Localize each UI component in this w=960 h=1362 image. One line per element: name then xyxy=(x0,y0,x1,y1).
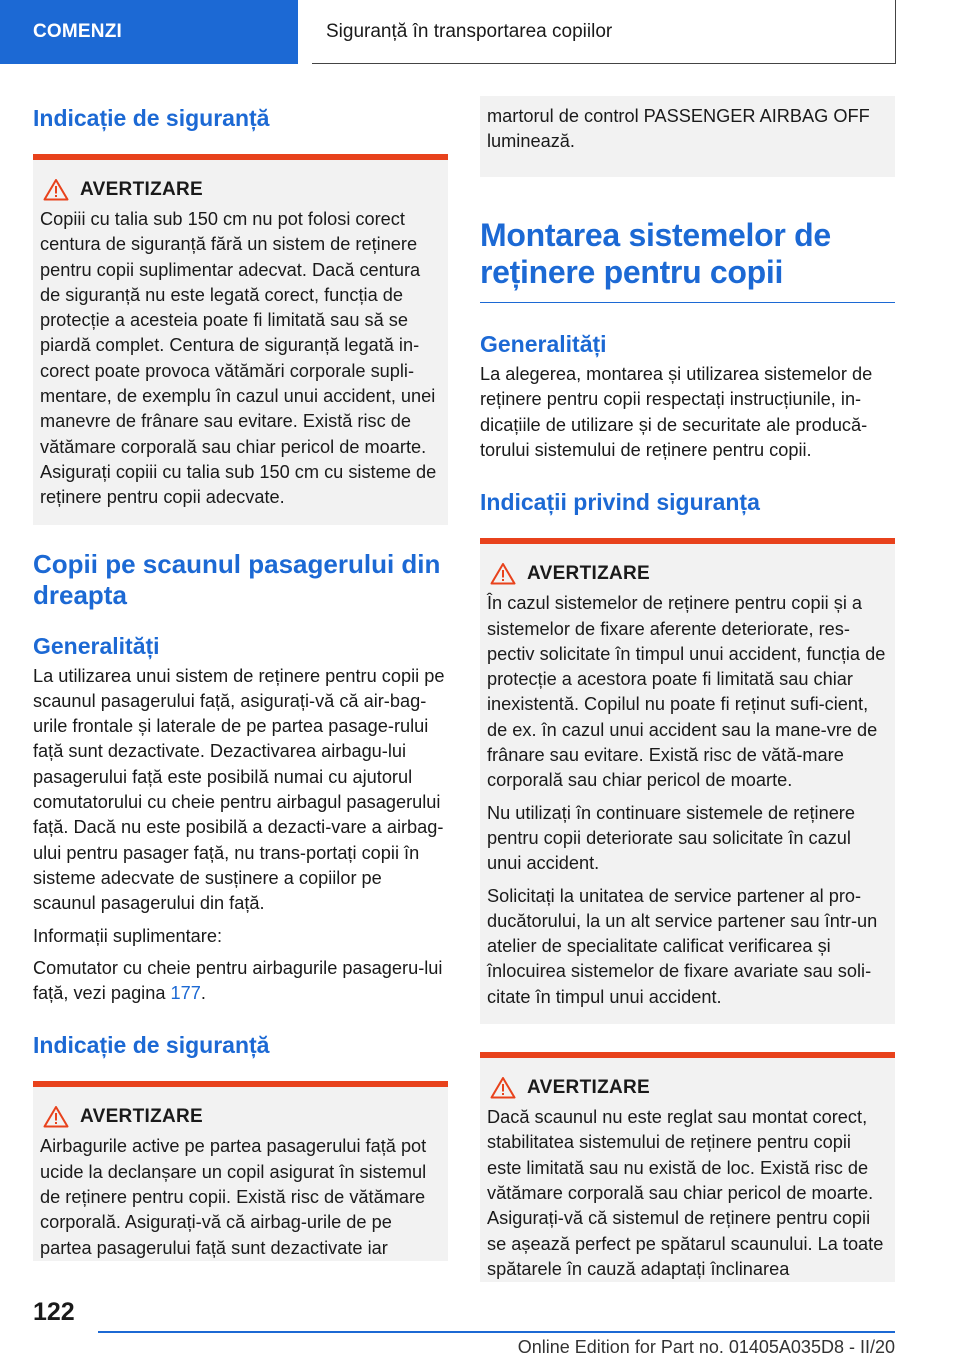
warning-header xyxy=(43,178,441,201)
warning-triangle-icon xyxy=(43,178,69,201)
heading-safety-note-1: Indicație de siguranță xyxy=(33,105,270,131)
warning-label: AVERTIZARE xyxy=(527,562,650,584)
warning-triangle-icon xyxy=(490,1076,516,1099)
warning-label: AVERTIZARE xyxy=(80,178,203,200)
warning-header xyxy=(490,1076,888,1099)
heading-passenger-seat: Copii pe scaunul pasagerului din dreapta xyxy=(33,548,441,610)
paragraph-general: La utilizarea unui sistem de reținere pentru copii pe scaunul pasagerului față, asigurați-vă că air‐bag-urile frontale și laterale de pe partea pasage‐rului față sunt dezactivate. Dezactivarea airbagu‐lui pasagerului față este posibilă numai cu ajutorul comutatorului cu cheie pentru airbagul pasagerului față. Dacă nu este posibilă a dezacti‐vare a airbag-ului pentru pasager față, nu trans‐portați copii în sisteme adecvate de susținere a copiilor pe scaunul pasagerului din față. xyxy=(33,665,445,914)
paragraph-general: La alegerea, montarea și utilizarea sistemelor de reținere pentru copii respectați instrucțiunile, in‐dicațiile de utilizare și de securitate ale producă‐torului sistemului de reținere pentru copii. xyxy=(480,364,873,460)
warning-box-1 xyxy=(33,154,448,525)
page-reference-link[interactable]: 177 xyxy=(170,983,201,1004)
warning-header xyxy=(43,1105,441,1128)
continuation-text: martorul de control PASSENGER AIRBAG OFF luminează. xyxy=(487,106,870,152)
page-number: 122 xyxy=(33,1298,75,1326)
left-column xyxy=(33,96,448,1261)
warning-box-2 xyxy=(33,1081,448,1260)
warning-box-3 xyxy=(480,538,895,1024)
warning-text-2: Nu utilizați în continuare sistemele de reținere pentru copii deteriorate sau solicitate în cazul unui accident. xyxy=(487,802,855,874)
heading-general: Generalități xyxy=(33,632,160,659)
warning-triangle-icon xyxy=(490,562,516,585)
paragraph-additional-info: Informații suplimentare: xyxy=(33,925,223,946)
header-section-tab xyxy=(0,0,298,64)
footer-rule xyxy=(98,1331,895,1333)
heading-general: Generalități xyxy=(480,331,607,358)
warning-text: Dacă scaunul nu este reglat sau montat corect, stabilitatea sistemului de reținere pentru copii este limitată sau nu există de loc. Există risc de vătămare corporală sau chiar pericol de moarte. Asigurați-vă că sistemul de reținere pentru copii se așează perfect pe spătarul scaunului. La toate spătarele în cauză adaptați înclinarea xyxy=(487,1107,884,1279)
heading-rule xyxy=(480,302,895,304)
warning-text-1: În cazul sistemelor de reținere pentru copii și a sistemelor de fixare aferente deteriorate, res‐pectiv solicitate în timpul unui accident, funcția de protecție a acestora poate fi limitată sau chiar inexistentă. Copilul nu poate fi reținut sufi‐cient, de ex. în cazul unui accident sau la mane‐vre de frânare sau evitare. Există risc de vătă‐mare corporală sau chiar pericol de moarte. xyxy=(487,593,886,791)
warning-continuation xyxy=(480,96,895,177)
key-switch-text: Comutator cu cheie pentru airbagurile pasageru‐lui față, vezi pagina xyxy=(33,957,443,1004)
header-chapter-bar xyxy=(312,0,896,64)
key-switch-end: . xyxy=(200,983,206,1004)
warning-label: AVERTIZARE xyxy=(527,1076,650,1098)
warning-text-3: Solicitați la unitatea de service partener al pro‐ducătorului, la un alt service partener sau într‐un atelier de specialitate calificat verificarea și înlocuirea sistemelor de fixare avariate sau soli‐citate în timpul unui accident. xyxy=(487,885,878,1007)
warning-triangle-icon xyxy=(43,1105,69,1128)
header-chapter-title: Siguranță în transportarea copiilor xyxy=(326,20,613,42)
footer-edition: Online Edition for Part no. 01405A035D8 - II/20 xyxy=(517,1337,895,1357)
header-section-title: COMENZI xyxy=(33,21,123,42)
warning-text: Copiii cu talia sub 150 cm nu pot folosi corect centura de siguranță fără un sistem de reținere pentru copii suplimentar adecvat. Dacă centura de siguranță nu este legată corect, funcția de protecție a acesteia poate fi limitată sau să se piardă complet. Centura de siguranță legată in‐corect poate provoca vătămări corporale supli‐mentare, de exemplu în cazul unui accident, unei manevre de frânare sau evitare. Există risc de vătămare corporală sau chiar pericol de moarte. Asigurați copiii cu talia sub 150 cm cu sisteme de reținere pentru copii adecvate. xyxy=(40,209,437,508)
warning-box-4 xyxy=(480,1052,895,1282)
paragraph-key-switch xyxy=(33,956,448,1007)
heading-mounting: Montarea sistemelor de reținere pentru copii xyxy=(480,216,831,290)
warning-label: AVERTIZARE xyxy=(80,1105,203,1127)
warning-header xyxy=(490,562,888,585)
heading-safety-notes: Indicații privind siguranța xyxy=(480,489,760,516)
warning-text: Airbagurile active pe partea pasagerului față pot ucide la declanșare un copil asigurat în sistemul de reținere pentru copii. Există risc de vătămare corporală. Asigurați-vă că airbag-urile de pe partea pasagerului față sunt dezactivate iar xyxy=(40,1136,427,1258)
right-column xyxy=(480,96,895,1282)
heading-safety-note-2: Indicație de siguranță xyxy=(33,1032,270,1059)
